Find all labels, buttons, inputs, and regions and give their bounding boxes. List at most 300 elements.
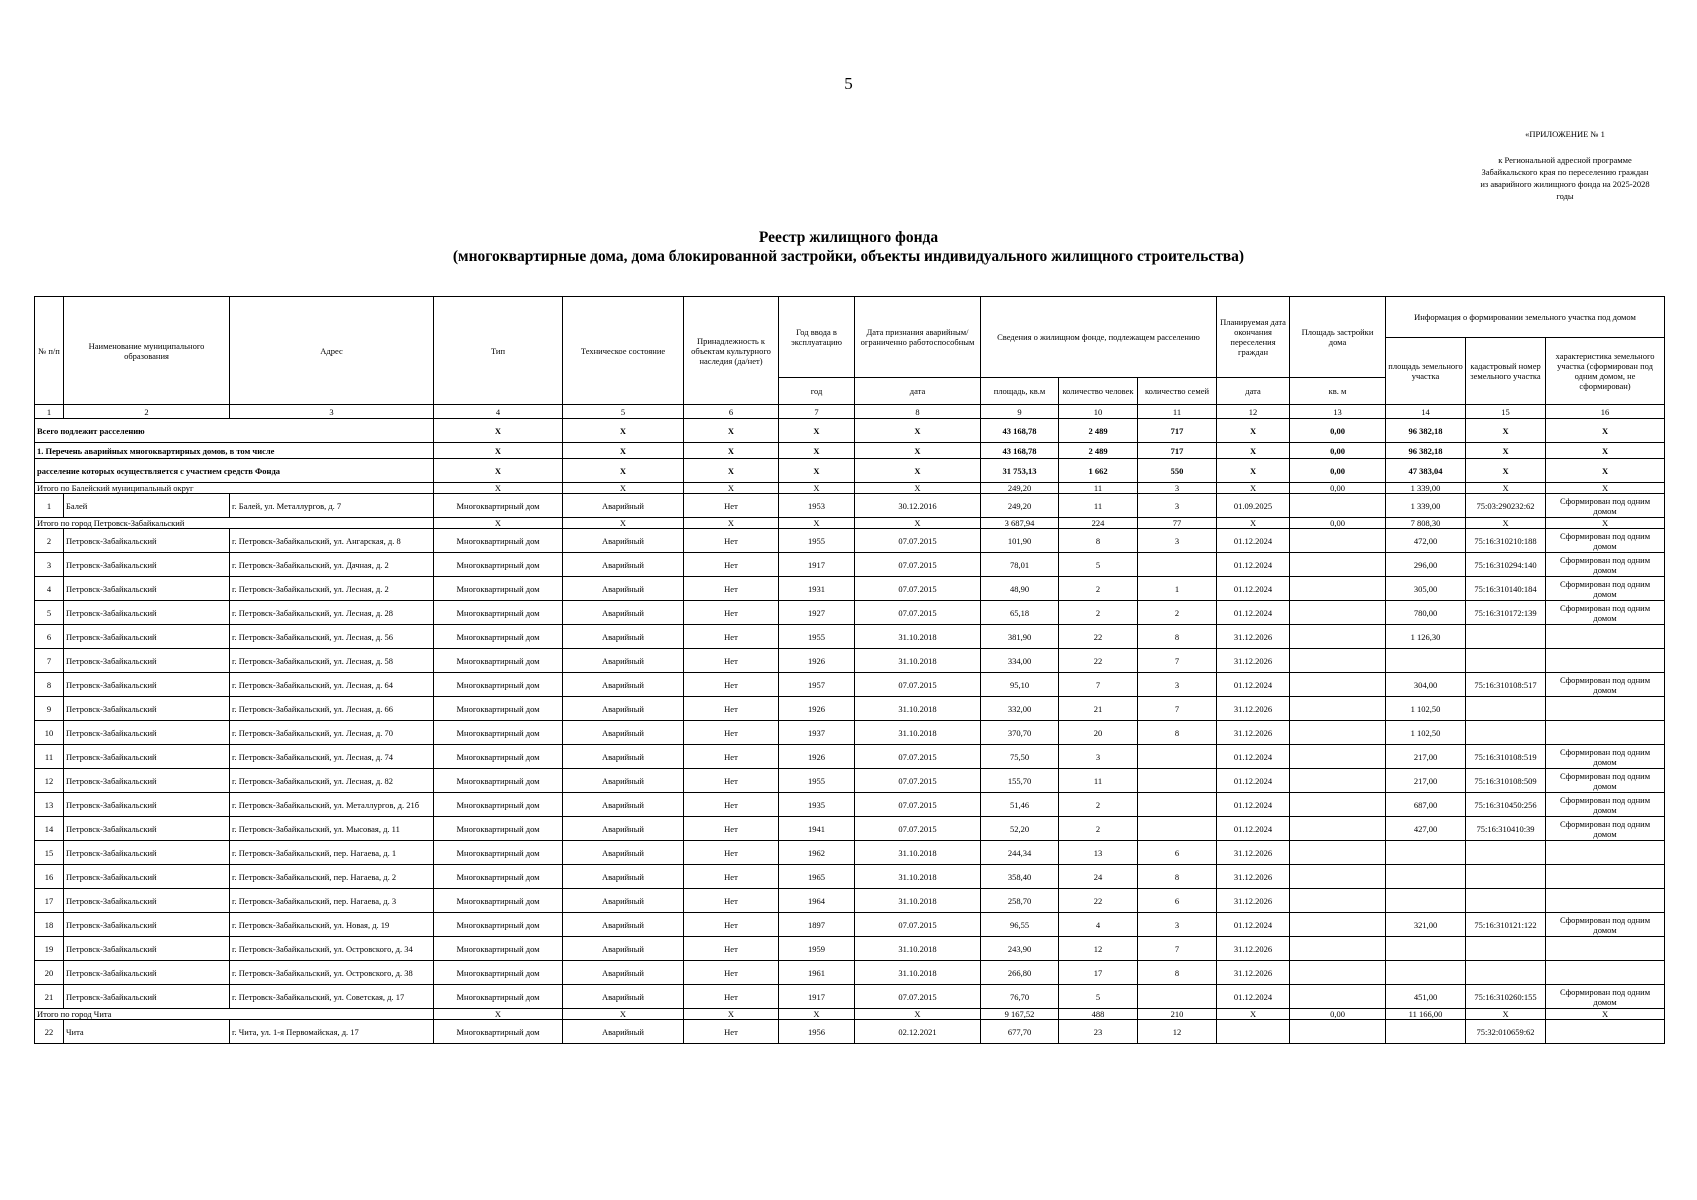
- table-cell: 381,90: [981, 625, 1059, 649]
- summary-row: [35, 419, 1665, 443]
- table-cell: [1290, 913, 1386, 937]
- table-cell: 155,70: [981, 769, 1059, 793]
- table-cell: Петровск-Забайкальский: [64, 913, 230, 937]
- table-cell: 75:16:310121:122: [1466, 913, 1546, 937]
- table-cell: 52,20: [981, 817, 1059, 841]
- table-cell: Сформирован под одним домом: [1546, 529, 1665, 553]
- table-cell: [1386, 865, 1466, 889]
- table-cell: 75:16:310260:155: [1466, 985, 1546, 1009]
- summary-cell: X: [779, 459, 855, 483]
- header-municipality: Наименование муниципального образования: [64, 297, 230, 405]
- table-cell: 1: [35, 494, 64, 518]
- table-cell: 1: [1138, 577, 1217, 601]
- table-row: [35, 865, 1665, 889]
- table-cell: 07.07.2015: [855, 769, 981, 793]
- table-cell: Петровск-Забайкальский: [64, 889, 230, 913]
- column-number-cell: 3: [230, 405, 434, 419]
- table-cell: 1931: [779, 577, 855, 601]
- table-cell: 2: [1059, 793, 1138, 817]
- summary-cell: X: [684, 443, 779, 459]
- table-cell: [1466, 697, 1546, 721]
- summary-cell: X: [563, 419, 684, 443]
- table-cell: 6: [35, 625, 64, 649]
- table-cell: 1957: [779, 673, 855, 697]
- table-row: [35, 985, 1665, 1009]
- table-cell: 427,00: [1386, 817, 1466, 841]
- table-cell: [1290, 865, 1386, 889]
- table-cell: 687,00: [1386, 793, 1466, 817]
- table-cell: г. Петровск-Забайкальский, ул. Дачная, д. 2: [230, 553, 434, 577]
- table-cell: 8: [1138, 625, 1217, 649]
- table-cell: 2: [1059, 577, 1138, 601]
- table-cell: 31.10.2018: [855, 961, 981, 985]
- table-cell: 65,18: [981, 601, 1059, 625]
- header-planned-end: Планируемая дата окончания переселения граждан: [1217, 297, 1290, 378]
- group-total-cell: 9 167,52: [981, 1009, 1059, 1020]
- summary-cell: X: [1466, 443, 1546, 459]
- column-number-cell: 14: [1386, 405, 1466, 419]
- table-cell: Сформирован под одним домом: [1546, 494, 1665, 518]
- table-cell: 31.10.2018: [855, 697, 981, 721]
- group-total-cell: X: [1217, 1009, 1290, 1020]
- summary-cell: X: [855, 419, 981, 443]
- group-total-row: [35, 1009, 1665, 1020]
- table-cell: Петровск-Забайкальский: [64, 529, 230, 553]
- table-cell: Нет: [684, 721, 779, 745]
- table-cell: Сформирован под одним домом: [1546, 985, 1665, 1009]
- table-cell: 332,00: [981, 697, 1059, 721]
- table-cell: [1138, 793, 1217, 817]
- table-cell: Многоквартирный дом: [434, 697, 563, 721]
- table-cell: Многоквартирный дом: [434, 673, 563, 697]
- table-cell: г. Балей, ул. Металлургов, д. 7: [230, 494, 434, 518]
- table-cell: 296,00: [1386, 553, 1466, 577]
- table-cell: 7: [1138, 649, 1217, 673]
- table-cell: Нет: [684, 529, 779, 553]
- table-cell: 31.10.2018: [855, 865, 981, 889]
- group-total-cell: X: [563, 483, 684, 494]
- table-cell: [1386, 1020, 1466, 1044]
- table-cell: 370,70: [981, 721, 1059, 745]
- table-cell: Аварийный: [563, 745, 684, 769]
- table-cell: г. Петровск-Забайкальский, ул. Лесная, д. 66: [230, 697, 434, 721]
- table-cell: [1290, 721, 1386, 745]
- group-total-cell: X: [684, 518, 779, 529]
- table-cell: 249,20: [981, 494, 1059, 518]
- group-total-cell: 224: [1059, 518, 1138, 529]
- table-cell: Нет: [684, 961, 779, 985]
- table-cell: Аварийный: [563, 649, 684, 673]
- table-cell: Петровск-Забайкальский: [64, 673, 230, 697]
- table-cell: 5: [35, 601, 64, 625]
- group-total-cell: X: [779, 483, 855, 494]
- table-row: [35, 601, 1665, 625]
- table-cell: [1138, 745, 1217, 769]
- summary-cell: X: [434, 459, 563, 483]
- table-cell: 217,00: [1386, 745, 1466, 769]
- table-cell: [1386, 889, 1466, 913]
- table-cell: г. Чита, ул. 1-я Первомайская, д. 17: [230, 1020, 434, 1044]
- table-cell: 31.12.2026: [1217, 625, 1290, 649]
- group-total-cell: X: [1466, 1009, 1546, 1020]
- group-total-cell: 0,00: [1290, 483, 1386, 494]
- table-cell: 22: [35, 1020, 64, 1044]
- table-cell: [1290, 529, 1386, 553]
- table-cell: [1466, 721, 1546, 745]
- table-cell: 96,55: [981, 913, 1059, 937]
- table-cell: 30.12.2016: [855, 494, 981, 518]
- header-recognition-date: Дата признания аварийным/ограниченно работоспособным: [855, 297, 981, 378]
- table-cell: 01.12.2024: [1217, 985, 1290, 1009]
- table-cell: 01.12.2024: [1217, 913, 1290, 937]
- table-cell: Многоквартирный дом: [434, 889, 563, 913]
- group-total-cell: 3 687,94: [981, 518, 1059, 529]
- header-num: № п/п: [35, 297, 64, 405]
- table-row: [35, 769, 1665, 793]
- table-cell: 23: [1059, 1020, 1138, 1044]
- table-cell: Нет: [684, 937, 779, 961]
- table-cell: 75:16:310450:256: [1466, 793, 1546, 817]
- summary-cell: 96 382,18: [1386, 419, 1466, 443]
- table-cell: 75:03:290232:62: [1466, 494, 1546, 518]
- table-cell: 11: [35, 745, 64, 769]
- table-cell: 12: [1138, 1020, 1217, 1044]
- table-cell: Петровск-Забайкальский: [64, 697, 230, 721]
- table-cell: 1926: [779, 697, 855, 721]
- header-building-area: Площадь застройки дома: [1290, 297, 1386, 378]
- table-cell: 451,00: [1386, 985, 1466, 1009]
- table-cell: Балей: [64, 494, 230, 518]
- group-total-cell: X: [684, 1009, 779, 1020]
- column-number-cell: 6: [684, 405, 779, 419]
- table-cell: Сформирован под одним домом: [1546, 745, 1665, 769]
- column-number-cell: 5: [563, 405, 684, 419]
- table-cell: 1927: [779, 601, 855, 625]
- table-cell: г. Петровск-Забайкальский, ул. Лесная, д. 2: [230, 577, 434, 601]
- table-cell: 75,50: [981, 745, 1059, 769]
- table-cell: 244,34: [981, 841, 1059, 865]
- table-cell: 5: [1059, 553, 1138, 577]
- table-cell: 1955: [779, 625, 855, 649]
- table-cell: Нет: [684, 601, 779, 625]
- group-total-cell: X: [1466, 518, 1546, 529]
- table-cell: Многоквартирный дом: [434, 721, 563, 745]
- table-cell: Нет: [684, 985, 779, 1009]
- table-row: [35, 889, 1665, 913]
- table-cell: 1926: [779, 649, 855, 673]
- table-cell: 1956: [779, 1020, 855, 1044]
- table-cell: [1466, 937, 1546, 961]
- table-cell: Аварийный: [563, 889, 684, 913]
- table-cell: Петровск-Забайкальский: [64, 577, 230, 601]
- table-cell: [1546, 961, 1665, 985]
- column-number-cell: 4: [434, 405, 563, 419]
- table-cell: Сформирован под одним домом: [1546, 673, 1665, 697]
- header-land-char: характеристика земельного участка (сформирован под одним домом, не сформирован): [1546, 338, 1665, 405]
- summary-cell: 43 168,78: [981, 443, 1059, 459]
- table-cell: [1466, 865, 1546, 889]
- table-cell: 21: [1059, 697, 1138, 721]
- table-cell: 24: [1059, 865, 1138, 889]
- table-cell: 12: [1059, 937, 1138, 961]
- table-row: [35, 745, 1665, 769]
- table-cell: 31.12.2026: [1217, 721, 1290, 745]
- table-cell: [1138, 553, 1217, 577]
- table-cell: Многоквартирный дом: [434, 577, 563, 601]
- table-cell: г. Петровск-Забайкальский, ул. Мысовая, д. 11: [230, 817, 434, 841]
- table-cell: г. Петровск-Забайкальский, пер. Нагаева, д. 3: [230, 889, 434, 913]
- summary-label: Всего подлежит расселению: [35, 419, 434, 443]
- table-cell: Аварийный: [563, 697, 684, 721]
- table-cell: 1 339,00: [1386, 494, 1466, 518]
- table-cell: 1937: [779, 721, 855, 745]
- table-row: [35, 494, 1665, 518]
- table-cell: г. Петровск-Забайкальский, ул. Лесная, д. 56: [230, 625, 434, 649]
- table-cell: 1955: [779, 769, 855, 793]
- table-cell: 1935: [779, 793, 855, 817]
- table-cell: 1926: [779, 745, 855, 769]
- table-cell: 6: [1138, 889, 1217, 913]
- table-cell: Нет: [684, 841, 779, 865]
- housing-registry-table: [34, 296, 1665, 1044]
- appendix-label: «ПРИЛОЖЕНИЕ № 1: [1525, 129, 1605, 139]
- table-cell: Нет: [684, 889, 779, 913]
- table-cell: 4: [35, 577, 64, 601]
- group-total-cell: X: [855, 518, 981, 529]
- table-cell: 01.09.2025: [1217, 494, 1290, 518]
- group-total-cell: 77: [1138, 518, 1217, 529]
- group-total-cell: X: [779, 1009, 855, 1020]
- table-cell: Нет: [684, 913, 779, 937]
- table-cell: 07.07.2015: [855, 529, 981, 553]
- group-total-cell: X: [1217, 518, 1290, 529]
- table-cell: 75:16:310108:517: [1466, 673, 1546, 697]
- table-cell: Многоквартирный дом: [434, 1020, 563, 1044]
- table-cell: [1290, 1020, 1386, 1044]
- table-cell: [1290, 625, 1386, 649]
- table-cell: [1138, 817, 1217, 841]
- table-cell: 1917: [779, 553, 855, 577]
- table-cell: 7: [35, 649, 64, 673]
- table-cell: г. Петровск-Забайкальский, пер. Нагаева, д. 1: [230, 841, 434, 865]
- summary-cell: X: [434, 419, 563, 443]
- table-cell: [1290, 889, 1386, 913]
- summary-cell: X: [1546, 419, 1665, 443]
- table-cell: 2: [1138, 601, 1217, 625]
- table-cell: Аварийный: [563, 494, 684, 518]
- table-cell: 01.12.2024: [1217, 577, 1290, 601]
- table-cell: [1386, 937, 1466, 961]
- table-cell: 305,00: [1386, 577, 1466, 601]
- table-cell: [1386, 841, 1466, 865]
- table-cell: 75:32:010659:62: [1466, 1020, 1546, 1044]
- table-cell: г. Петровск-Забайкальский, ул. Лесная, д. 82: [230, 769, 434, 793]
- table-cell: 1 102,50: [1386, 721, 1466, 745]
- table-cell: 31.12.2026: [1217, 841, 1290, 865]
- table-cell: 75:16:310108:519: [1466, 745, 1546, 769]
- table-cell: 20: [35, 961, 64, 985]
- header-address: Адрес: [230, 297, 434, 405]
- appendix-line: к Региональной адресной программе: [1498, 155, 1632, 165]
- table-cell: Нет: [684, 865, 779, 889]
- table-cell: Многоквартирный дом: [434, 769, 563, 793]
- table-cell: 3: [1059, 745, 1138, 769]
- header-unit-date2: дата: [1217, 378, 1290, 405]
- table-cell: [1466, 841, 1546, 865]
- table-cell: 1 102,50: [1386, 697, 1466, 721]
- table-cell: [1290, 841, 1386, 865]
- summary-cell: 550: [1138, 459, 1217, 483]
- table-cell: [1466, 649, 1546, 673]
- table-cell: 31.10.2018: [855, 841, 981, 865]
- title-line-2: (многоквартирные дома, дома блокированной застройки, объекты индивидуального жилищного строительства): [452, 248, 1245, 265]
- header-unit-people: количество человек: [1059, 378, 1138, 405]
- table-cell: Чита: [64, 1020, 230, 1044]
- column-number-cell: 8: [855, 405, 981, 419]
- table-cell: Нет: [684, 745, 779, 769]
- table-cell: 01.12.2024: [1217, 553, 1290, 577]
- summary-cell: X: [563, 459, 684, 483]
- group-total-cell: 11: [1059, 483, 1138, 494]
- table-cell: 8: [35, 673, 64, 697]
- table-cell: Аварийный: [563, 961, 684, 985]
- table-cell: Аварийный: [563, 913, 684, 937]
- appendix-note: [1455, 128, 1675, 202]
- table-header: [35, 297, 1665, 405]
- summary-cell: X: [855, 443, 981, 459]
- title-line-1: Реестр жилищного фонда: [758, 229, 939, 246]
- table-cell: 14: [35, 817, 64, 841]
- table-row: [35, 721, 1665, 745]
- table-cell: Сформирован под одним домом: [1546, 817, 1665, 841]
- table-cell: [1290, 494, 1386, 518]
- table-cell: 1961: [779, 961, 855, 985]
- column-number-cell: 7: [779, 405, 855, 419]
- table-cell: 2: [35, 529, 64, 553]
- summary-cell: X: [684, 419, 779, 443]
- group-total-cell: 210: [1138, 1009, 1217, 1020]
- table-cell: [1546, 865, 1665, 889]
- group-total-cell: X: [1466, 483, 1546, 494]
- table-cell: 1955: [779, 529, 855, 553]
- summary-cell: X: [1546, 459, 1665, 483]
- table-cell: 31.12.2026: [1217, 937, 1290, 961]
- table-cell: Многоквартирный дом: [434, 985, 563, 1009]
- table-cell: 9: [35, 697, 64, 721]
- table-cell: [1546, 889, 1665, 913]
- table-cell: 4: [1059, 913, 1138, 937]
- table-cell: Аварийный: [563, 865, 684, 889]
- header-unit-area: площадь, кв.м: [981, 378, 1059, 405]
- table-cell: Аварийный: [563, 673, 684, 697]
- group-total-cell: X: [1546, 1009, 1665, 1020]
- group-total-cell: X: [434, 518, 563, 529]
- table-cell: Петровск-Забайкальский: [64, 961, 230, 985]
- table-cell: Многоквартирный дом: [434, 913, 563, 937]
- table-cell: г. Петровск-Забайкальский, ул. Лесная, д. 74: [230, 745, 434, 769]
- appendix-line: Забайкальского края по переселению граждан: [1481, 167, 1649, 177]
- table-cell: [1290, 601, 1386, 625]
- table-cell: Аварийный: [563, 529, 684, 553]
- table-cell: Многоквартирный дом: [434, 625, 563, 649]
- table-cell: г. Петровск-Забайкальский, ул. Островского, д. 34: [230, 937, 434, 961]
- summary-cell: 96 382,18: [1386, 443, 1466, 459]
- table-cell: 07.07.2015: [855, 817, 981, 841]
- table-row: [35, 1020, 1665, 1044]
- document-title: [0, 228, 1697, 266]
- group-total-row: [35, 518, 1665, 529]
- header-type: Тип: [434, 297, 563, 405]
- table-cell: Петровск-Забайкальский: [64, 625, 230, 649]
- table-cell: [1290, 769, 1386, 793]
- table-row: [35, 793, 1665, 817]
- group-total-cell: 7 808,30: [1386, 518, 1466, 529]
- table-cell: 48,90: [981, 577, 1059, 601]
- table-cell: 01.12.2024: [1217, 673, 1290, 697]
- table-cell: Многоквартирный дом: [434, 841, 563, 865]
- table-cell: Аварийный: [563, 601, 684, 625]
- table-cell: 07.07.2015: [855, 673, 981, 697]
- table-cell: 16: [35, 865, 64, 889]
- table-cell: 8: [1138, 961, 1217, 985]
- table-cell: Аварийный: [563, 937, 684, 961]
- table-cell: Сформирован под одним домом: [1546, 793, 1665, 817]
- table-cell: 3: [1138, 529, 1217, 553]
- table-cell: 21: [35, 985, 64, 1009]
- table-cell: [1290, 745, 1386, 769]
- table-cell: Многоквартирный дом: [434, 494, 563, 518]
- table-cell: Многоквартирный дом: [434, 793, 563, 817]
- table-row: [35, 553, 1665, 577]
- table-cell: 31.10.2018: [855, 625, 981, 649]
- table-cell: 02.12.2021: [855, 1020, 981, 1044]
- table-cell: 780,00: [1386, 601, 1466, 625]
- table-cell: [1290, 817, 1386, 841]
- table-cell: [1290, 673, 1386, 697]
- table-cell: 1941: [779, 817, 855, 841]
- group-total-cell: 3: [1138, 483, 1217, 494]
- column-number-cell: 13: [1290, 405, 1386, 419]
- table-cell: Нет: [684, 649, 779, 673]
- table-cell: [1546, 721, 1665, 745]
- table-cell: Нет: [684, 817, 779, 841]
- table-cell: 11: [1059, 769, 1138, 793]
- table-cell: [1546, 625, 1665, 649]
- header-unit-year: год: [779, 378, 855, 405]
- table-cell: Аварийный: [563, 625, 684, 649]
- table-cell: [1217, 1020, 1290, 1044]
- group-total-cell: X: [434, 1009, 563, 1020]
- table-cell: 01.12.2024: [1217, 529, 1290, 553]
- table-cell: 31.12.2026: [1217, 889, 1290, 913]
- table-cell: 75:16:310140:184: [1466, 577, 1546, 601]
- group-total-cell: X: [855, 483, 981, 494]
- group-total-cell: X: [434, 483, 563, 494]
- table-cell: 75:16:310294:140: [1466, 553, 1546, 577]
- table-cell: [1290, 985, 1386, 1009]
- table-cell: Многоквартирный дом: [434, 649, 563, 673]
- group-total-cell: X: [563, 518, 684, 529]
- summary-cell: X: [563, 443, 684, 459]
- summary-cell: 47 383,04: [1386, 459, 1466, 483]
- table-cell: г. Петровск-Забайкальский, ул. Новая, д. 19: [230, 913, 434, 937]
- header-land-info: Информация о формировании земельного участка под домом: [1386, 297, 1665, 338]
- table-cell: Нет: [684, 673, 779, 697]
- summary-cell: X: [779, 443, 855, 459]
- appendix-line: годы: [1556, 191, 1574, 201]
- table-cell: 18: [35, 913, 64, 937]
- table-cell: 15: [35, 841, 64, 865]
